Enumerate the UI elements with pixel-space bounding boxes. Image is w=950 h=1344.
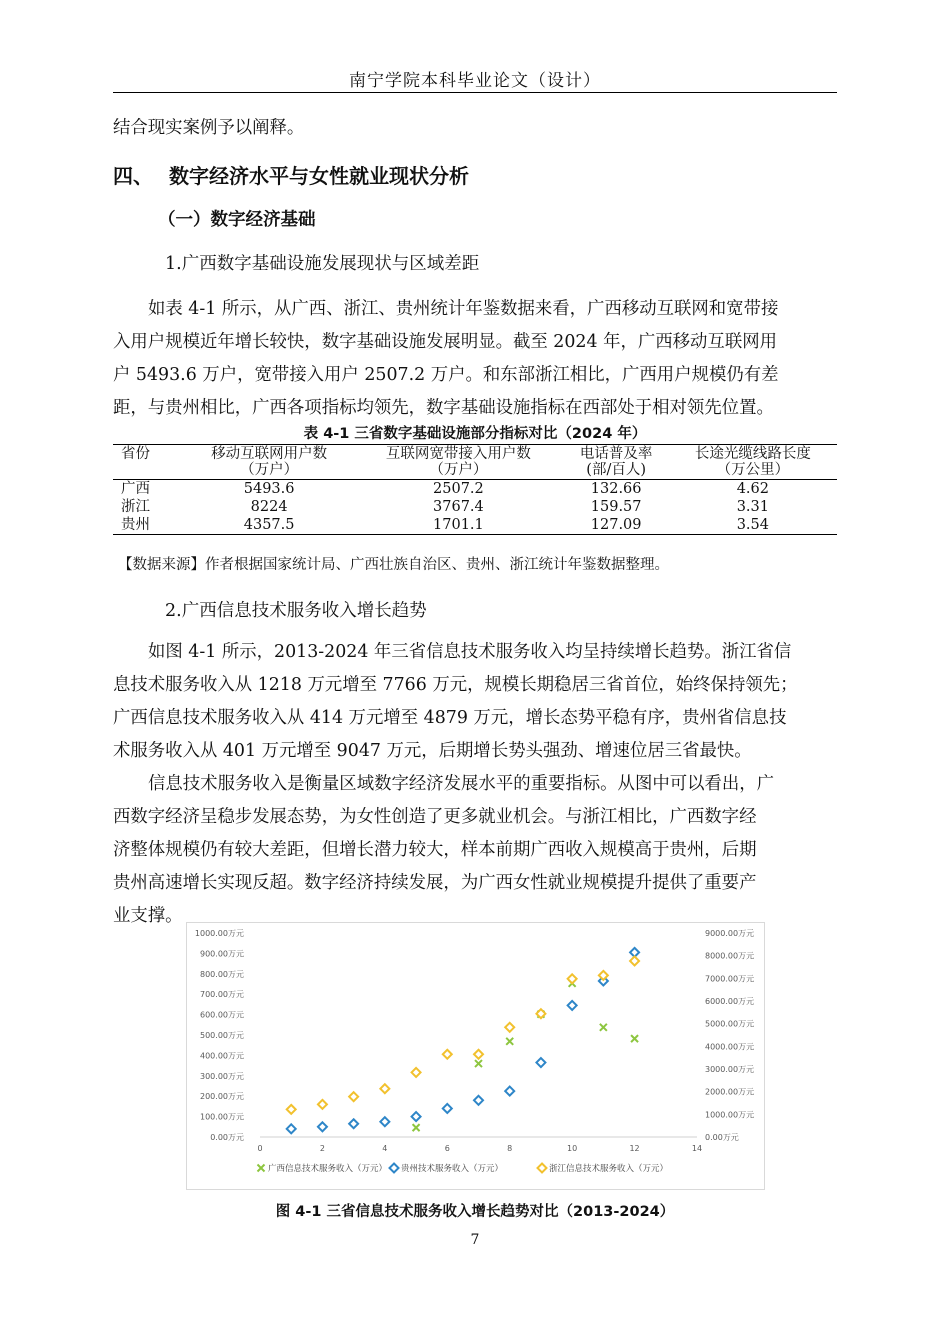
y-left-tick-label: 1000.00万元 — [194, 929, 244, 938]
data-point-series-1 — [349, 1119, 358, 1128]
data-point-series-1 — [287, 1124, 296, 1133]
figure-caption: 图 4-1 三省信息技术服务收入增长趋势对比（2013-2024） — [275, 1204, 675, 1220]
page-header: 南宁学院本科毕业论文（设计） — [349, 71, 601, 91]
data-point-series-2 — [318, 1100, 327, 1109]
x-tick-label: 4 — [382, 1144, 388, 1153]
y-right-tick-label: 3000.00万元 — [705, 1065, 755, 1074]
table-cell: 广西 — [121, 481, 150, 497]
revenue-scatter-chart — [187, 923, 764, 1189]
table-row — [113, 480, 837, 499]
data-point-series-1 — [318, 1122, 327, 1131]
header-mobile-users: 移动互联网用户数 （万户） — [211, 446, 328, 478]
data-point-series-2 — [474, 1050, 483, 1059]
data-point-series-2 — [349, 1092, 358, 1101]
header-broadband-users: 互联网宽带接入用户数 （万户） — [385, 446, 531, 478]
section-number: 四、 — [113, 164, 153, 188]
header-province: 省份 — [121, 446, 150, 462]
x-tick-label: 8 — [507, 1144, 513, 1153]
y-left-tick-label: 100.00万元 — [200, 1112, 244, 1122]
table-cell: 4.62 — [736, 481, 769, 497]
y-left-tick-label: 400.00万元 — [200, 1051, 244, 1061]
data-point-series-0 — [413, 1124, 420, 1131]
data-point-series-2 — [630, 956, 639, 965]
table-source-note: 【数据来源】作者根据国家统计局、广西壮族自治区、贵州、浙江统计年鉴数据整理。 — [118, 557, 669, 573]
y-right-tick-label: 5000.00万元 — [705, 1019, 755, 1029]
text-line: 入用户规模近年增长较快，数字基础设施发展明显。截至 2024 年，广西移动互联网用 — [113, 332, 777, 352]
y-left-tick-label: 500.00万元 — [200, 1031, 244, 1040]
page-number: 7 — [470, 1232, 480, 1248]
x-tick-label: 10 — [567, 1144, 578, 1153]
text-line: 广西信息技术服务收入从 414 万元增至 4879 万元，增长态势平稳有序，贵州省信息技 — [113, 708, 787, 728]
data-point-series-2 — [380, 1084, 389, 1093]
table-cell: 2507.2 — [433, 481, 484, 497]
text-line: 西数字经济呈稳步发展态势，为女性创造了更多就业机会。与浙江相比，广西数字经 — [113, 807, 757, 827]
y-right-tick-label: 4000.00万元 — [705, 1042, 755, 1052]
y-left-tick-label: 700.00万元 — [200, 990, 244, 1000]
y-right-tick-label: 0.00万元 — [705, 1133, 739, 1142]
text-line: 业支撑。 — [113, 906, 183, 926]
y-left-tick-label: 600.00万元 — [200, 1010, 244, 1020]
table-cell: 132.66 — [590, 481, 642, 497]
text-line: 信息技术服务收入是衡量区域数字经济发展水平的重要指标。从图中可以看出，广 — [148, 774, 775, 794]
data-point-series-1 — [443, 1104, 452, 1113]
data-point-series-0 — [475, 1060, 482, 1067]
y-left-tick-label: 900.00万元 — [200, 949, 244, 959]
legend-label-1: 贵州技术服务收入（万元） — [401, 1164, 504, 1174]
data-point-series-2 — [505, 1023, 514, 1032]
section-heading — [113, 160, 469, 189]
x-tick-label: 12 — [629, 1144, 640, 1153]
table-cell: 8224 — [250, 499, 288, 515]
x-tick-label: 2 — [319, 1144, 325, 1153]
data-point-series-1 — [505, 1087, 514, 1096]
y-left-tick-label: 300.00万元 — [200, 1071, 244, 1081]
infrastructure-table — [113, 444, 837, 535]
section-title: 数字经济水平与女性就业现状分析 — [169, 164, 469, 188]
text-line: 贵州高速增长实现反超。数字经济持续发展，为广西女性就业规模提升提供了重要产 — [113, 873, 757, 893]
table-caption: 表 4-1 三省数字基础设施部分指标对比（2024 年） — [303, 426, 647, 442]
table-cell: 3.54 — [736, 517, 769, 533]
subsection-heading: （一）数字经济基础 — [158, 210, 316, 230]
table-header-row — [113, 445, 837, 480]
revenue-chart — [186, 922, 765, 1190]
table-cell: 3.31 — [736, 499, 769, 515]
y-right-tick-label: 7000.00万元 — [705, 974, 755, 984]
y-right-tick-label: 6000.00万元 — [705, 997, 755, 1006]
legend-label-0: 广西信息技术服务收入（万元） — [268, 1164, 388, 1174]
y-left-tick-label: 0.00万元 — [210, 1133, 244, 1142]
paragraph-intro: 结合现实案例予以阐释。 — [113, 118, 305, 138]
data-point-series-2 — [412, 1068, 421, 1077]
paragraph-infrastructure — [113, 293, 837, 425]
header-rule — [113, 92, 837, 93]
text-line: 如表 4-1 所示，从广西、浙江、贵州统计年鉴数据来看，广西移动互联网和宽带接 — [148, 299, 779, 319]
item-heading-2: 2.广西信息技术服务收入增长趋势 — [165, 601, 427, 621]
data-point-series-2 — [568, 974, 577, 983]
table-cell: 浙江 — [121, 499, 150, 515]
x-tick-label: 14 — [691, 1144, 703, 1153]
y-left-tick-label: 200.00万元 — [200, 1092, 244, 1102]
text-line: 济整体规模仍有较大差距，但增长潜力较大，样本前期广西收入规模高于贵州，后期 — [113, 840, 757, 860]
legend-marker-1 — [390, 1164, 399, 1173]
data-point-series-1 — [568, 1001, 577, 1010]
data-point-series-1 — [474, 1096, 483, 1105]
text-line: 户 5493.6 万户，宽带接入用户 2507.2 万户。和东部浙江相比，广西用户规模仍有差 — [113, 365, 779, 385]
y-right-tick-label: 1000.00万元 — [705, 1110, 755, 1120]
table-cell: 5493.6 — [243, 481, 295, 497]
legend-marker-2 — [538, 1164, 547, 1173]
text-line: 距，与贵州相比，广西各项指标均领先，数字基础设施指标在西部处于相对领先位置。 — [113, 398, 774, 418]
table-row — [113, 516, 837, 535]
table-cell: 127.09 — [590, 517, 642, 533]
table-row — [113, 498, 837, 516]
header-phone-rate: 电话普及率 (部/百人) — [579, 446, 653, 478]
data-point-series-0 — [600, 1024, 607, 1031]
text-line: 术服务收入从 401 万元增至 9047 万元，后期增长势头强劲、增速位居三省最快。 — [113, 741, 752, 761]
table-cell: 1701.1 — [433, 517, 484, 533]
x-tick-label: 6 — [444, 1144, 450, 1153]
table-cell: 159.57 — [590, 499, 642, 515]
data-point-series-1 — [536, 1058, 545, 1067]
legend-label-2: 浙江信息技术服务收入（万元） — [549, 1164, 669, 1174]
data-point-series-0 — [506, 1038, 513, 1045]
item-heading-1: 1.广西数字基础设施发展现状与区域差距 — [165, 254, 480, 274]
y-left-tick-label: 800.00万元 — [200, 969, 244, 979]
text-line: 如图 4-1 所示，2013-2024 年三省信息技术服务收入均呈持续增长趋势。浙江省信 — [148, 642, 792, 662]
y-right-tick-label: 2000.00万元 — [705, 1087, 755, 1097]
header-cable-length: 长途光缆线路长度 （万公里） — [694, 446, 811, 478]
table-cell: 贵州 — [121, 517, 150, 533]
data-point-series-1 — [380, 1117, 389, 1126]
data-point-series-2 — [287, 1105, 296, 1114]
data-point-series-2 — [443, 1050, 452, 1059]
y-right-tick-label: 8000.00万元 — [705, 951, 755, 961]
table-cell: 4357.5 — [243, 517, 295, 533]
text-line: 息技术服务收入从 1218 万元增至 7766 万元，规模长期稳居三省首位，始终保持领先； — [113, 675, 798, 695]
paragraph-revenue — [113, 636, 837, 933]
y-right-tick-label: 9000.00万元 — [705, 929, 755, 938]
table-cell: 3767.4 — [433, 499, 484, 515]
data-point-series-0 — [631, 1035, 638, 1042]
legend-marker-0 — [258, 1165, 265, 1172]
x-tick-label: 0 — [257, 1144, 263, 1153]
data-point-series-1 — [412, 1112, 421, 1121]
